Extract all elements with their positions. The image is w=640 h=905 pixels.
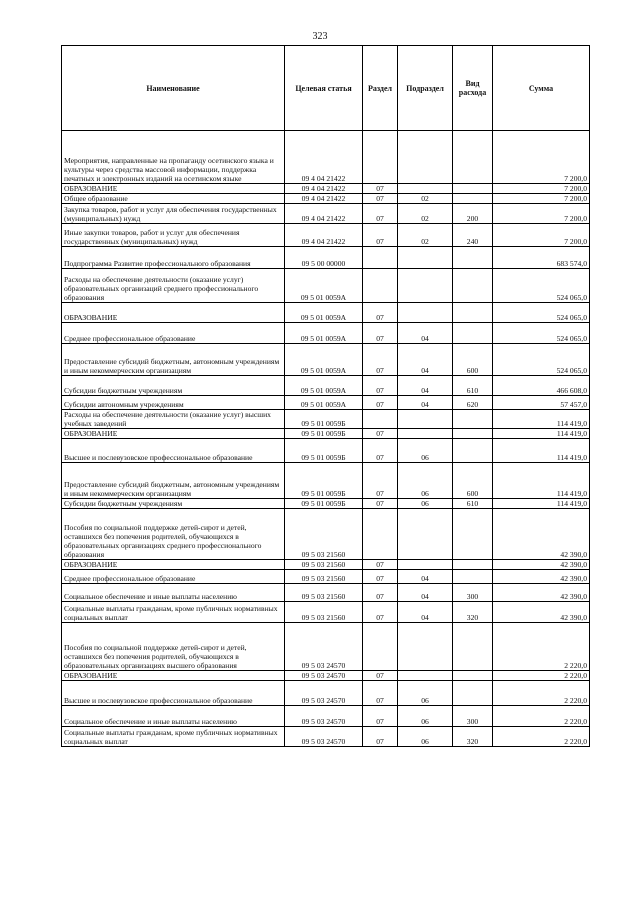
cell-name: Субсидии бюджетным учреждениям (62, 499, 285, 509)
cell-target: 09 4 04 21422 (285, 184, 363, 194)
table-row (62, 681, 590, 706)
cell-sum: 2 220,0 (493, 727, 590, 747)
cell-type: 300 (453, 706, 493, 727)
table-row (62, 509, 590, 560)
table-row (62, 560, 590, 570)
cell-subsection: 04 (398, 344, 453, 376)
table-row (62, 303, 590, 323)
cell-section (363, 410, 398, 429)
cell-sum: 114 419,0 (493, 499, 590, 509)
cell-target: 09 5 01 0059А (285, 303, 363, 323)
cell-section (363, 623, 398, 671)
table-row (62, 439, 590, 463)
cell-type: 610 (453, 499, 493, 509)
cell-sum: 114 419,0 (493, 439, 590, 463)
cell-type: 320 (453, 727, 493, 747)
cell-sum: 466 608,0 (493, 376, 590, 396)
cell-section: 07 (363, 323, 398, 344)
cell-section: 07 (363, 344, 398, 376)
table-row (62, 184, 590, 194)
cell-target: 09 5 01 0059Б (285, 439, 363, 463)
cell-section: 07 (363, 570, 398, 584)
cell-subsection: 02 (398, 204, 453, 224)
cell-name: Среднее профессиональное образование (62, 323, 285, 344)
table-row (62, 463, 590, 499)
cell-subsection (398, 184, 453, 194)
cell-type: 240 (453, 224, 493, 247)
cell-section: 07 (363, 499, 398, 509)
cell-type (453, 194, 493, 204)
cell-section (363, 247, 398, 269)
cell-type (453, 184, 493, 194)
cell-name: Социальное обеспечение и иные выплаты населению (62, 706, 285, 727)
table-header-row (62, 46, 590, 131)
table-row (62, 247, 590, 269)
cell-sum: 42 390,0 (493, 560, 590, 570)
cell-name: Общее образование (62, 194, 285, 204)
table-row (62, 584, 590, 602)
table-row (62, 224, 590, 247)
cell-target: 09 5 01 0059А (285, 344, 363, 376)
cell-type (453, 671, 493, 681)
header-section: Раздел (363, 46, 398, 131)
cell-section: 07 (363, 224, 398, 247)
cell-section: 07 (363, 584, 398, 602)
cell-section: 07 (363, 376, 398, 396)
cell-name: Подпрограмма Развитие профессионального образования (62, 247, 285, 269)
header-sum: Сумма (493, 46, 590, 131)
cell-target: 09 5 03 24570 (285, 681, 363, 706)
table-row (62, 323, 590, 344)
cell-type (453, 131, 493, 184)
cell-section: 07 (363, 463, 398, 499)
cell-type (453, 323, 493, 344)
cell-sum: 42 390,0 (493, 602, 590, 623)
table-row (62, 269, 590, 303)
table-row (62, 623, 590, 671)
cell-sum: 7 200,0 (493, 204, 590, 224)
cell-sum: 7 200,0 (493, 224, 590, 247)
cell-type (453, 509, 493, 560)
cell-target: 09 5 03 24570 (285, 706, 363, 727)
cell-type (453, 429, 493, 439)
cell-sum: 683 574,0 (493, 247, 590, 269)
cell-subsection: 06 (398, 681, 453, 706)
header-name: Наименование (62, 46, 285, 131)
cell-subsection (398, 247, 453, 269)
cell-subsection (398, 131, 453, 184)
cell-name: Субсидии автономным учреждениям (62, 396, 285, 410)
cell-type (453, 303, 493, 323)
cell-sum: 42 390,0 (493, 509, 590, 560)
cell-sum: 2 220,0 (493, 671, 590, 681)
cell-subsection: 06 (398, 727, 453, 747)
cell-sum: 57 457,0 (493, 396, 590, 410)
cell-sum: 524 065,0 (493, 323, 590, 344)
cell-type: 610 (453, 376, 493, 396)
cell-section (363, 509, 398, 560)
cell-sum: 42 390,0 (493, 584, 590, 602)
cell-name: Высшее и послевузовское профессиональное образование (62, 681, 285, 706)
cell-type: 600 (453, 344, 493, 376)
table-row (62, 396, 590, 410)
cell-section: 07 (363, 560, 398, 570)
cell-section: 07 (363, 396, 398, 410)
cell-name: Социальное обеспечение и иные выплаты населению (62, 584, 285, 602)
cell-sum: 524 065,0 (493, 344, 590, 376)
cell-sum: 114 419,0 (493, 463, 590, 499)
cell-sum: 42 390,0 (493, 570, 590, 584)
budget-table (61, 45, 590, 747)
cell-subsection: 04 (398, 396, 453, 410)
header-type: Вид расхода (453, 46, 493, 131)
cell-sum: 2 220,0 (493, 681, 590, 706)
cell-subsection (398, 410, 453, 429)
cell-target: 09 5 01 0059Б (285, 429, 363, 439)
cell-name: Расходы на обеспечение деятельности (оказание услуг) высших учебных заведений (62, 410, 285, 429)
cell-sum: 7 200,0 (493, 184, 590, 194)
cell-section: 07 (363, 602, 398, 623)
table-body (62, 131, 590, 747)
cell-subsection: 04 (398, 570, 453, 584)
cell-sum: 2 220,0 (493, 706, 590, 727)
cell-subsection: 06 (398, 706, 453, 727)
cell-subsection (398, 509, 453, 560)
cell-target: 09 5 01 0059Б (285, 463, 363, 499)
cell-subsection: 06 (398, 499, 453, 509)
cell-type: 600 (453, 463, 493, 499)
header-target: Целевая статья (285, 46, 363, 131)
cell-subsection: 06 (398, 439, 453, 463)
cell-section (363, 269, 398, 303)
cell-section: 07 (363, 681, 398, 706)
cell-target: 09 5 01 0059А (285, 376, 363, 396)
cell-target: 09 5 01 0059Б (285, 499, 363, 509)
table-row (62, 602, 590, 623)
table-row (62, 429, 590, 439)
cell-section: 07 (363, 439, 398, 463)
cell-sum: 524 065,0 (493, 303, 590, 323)
cell-target: 09 5 03 24570 (285, 671, 363, 681)
cell-section: 07 (363, 727, 398, 747)
cell-section: 07 (363, 671, 398, 681)
cell-target: 09 5 03 21560 (285, 560, 363, 570)
table-row (62, 376, 590, 396)
cell-section: 07 (363, 194, 398, 204)
cell-target: 09 5 03 24570 (285, 727, 363, 747)
cell-name: Иные закупки товаров, работ и услуг для обеспечения государственных (муниципальных) нужд (62, 224, 285, 247)
cell-target: 09 5 03 21560 (285, 602, 363, 623)
table-row (62, 570, 590, 584)
cell-target: 09 5 00 00000 (285, 247, 363, 269)
cell-subsection: 04 (398, 376, 453, 396)
cell-subsection: 06 (398, 463, 453, 499)
cell-section: 07 (363, 204, 398, 224)
table-row (62, 194, 590, 204)
table-row (62, 344, 590, 376)
cell-type: 200 (453, 204, 493, 224)
cell-type (453, 570, 493, 584)
cell-subsection (398, 269, 453, 303)
cell-sum: 524 065,0 (493, 269, 590, 303)
cell-target: 09 5 03 24570 (285, 623, 363, 671)
cell-sum: 7 200,0 (493, 131, 590, 184)
cell-name: ОБРАЗОВАНИЕ (62, 303, 285, 323)
cell-subsection: 04 (398, 602, 453, 623)
table-row (62, 671, 590, 681)
cell-subsection: 04 (398, 584, 453, 602)
cell-sum: 7 200,0 (493, 194, 590, 204)
cell-target: 09 4 04 21422 (285, 131, 363, 184)
cell-type (453, 623, 493, 671)
table-row (62, 204, 590, 224)
cell-name: Социальные выплаты гражданам, кроме публичных нормативных социальных выплат (62, 727, 285, 747)
cell-name: Закупка товаров, работ и услуг для обеспечения государственных (муниципальных) нужд (62, 204, 285, 224)
cell-type: 620 (453, 396, 493, 410)
cell-target: 09 5 03 21560 (285, 584, 363, 602)
cell-sum: 114 419,0 (493, 429, 590, 439)
cell-target: 09 4 04 21422 (285, 194, 363, 204)
cell-target: 09 5 01 0059А (285, 323, 363, 344)
cell-target: 09 5 01 0059А (285, 269, 363, 303)
cell-target: 09 5 03 21560 (285, 570, 363, 584)
cell-subsection (398, 429, 453, 439)
cell-name: Расходы на обеспечение деятельности (оказание услуг) образовательных организаций среднего профессионального образования (62, 269, 285, 303)
cell-sum: 114 419,0 (493, 410, 590, 429)
cell-section: 07 (363, 184, 398, 194)
cell-type (453, 439, 493, 463)
cell-type (453, 560, 493, 570)
cell-target: 09 4 04 21422 (285, 224, 363, 247)
cell-target: 09 5 03 21560 (285, 509, 363, 560)
cell-subsection (398, 623, 453, 671)
cell-name: Среднее профессиональное образование (62, 570, 285, 584)
table-row (62, 131, 590, 184)
cell-name: ОБРАЗОВАНИЕ (62, 429, 285, 439)
cell-type (453, 410, 493, 429)
page-number: 323 (312, 31, 328, 42)
cell-name: Предоставление субсидий бюджетным, автономным учреждениям и иным некоммерческим организациям (62, 463, 285, 499)
table-row (62, 727, 590, 747)
cell-subsection: 02 (398, 194, 453, 204)
cell-subsection (398, 303, 453, 323)
cell-name: Мероприятия, направленные на пропаганду осетинского языка и культуры через средства массовой информации, поддержка печатных и электронных изданий на осетинском языке (62, 131, 285, 184)
cell-name: Субсидии бюджетным учреждениям (62, 376, 285, 396)
cell-subsection: 02 (398, 224, 453, 247)
cell-name: Предоставление субсидий бюджетным, автономным учреждениям и иным некоммерческим организациям (62, 344, 285, 376)
cell-name: Социальные выплаты гражданам, кроме публичных нормативных социальных выплат (62, 602, 285, 623)
table-row (62, 410, 590, 429)
cell-section (363, 131, 398, 184)
cell-name: Пособия по социальной поддержке детей-сирот и детей, оставшихся без попечения родителей, обучающихся в образовательных организациях среднего профессионального образования (62, 509, 285, 560)
cell-type: 320 (453, 602, 493, 623)
cell-section: 07 (363, 429, 398, 439)
cell-section: 07 (363, 303, 398, 323)
cell-subsection: 04 (398, 323, 453, 344)
cell-name: Высшее и послевузовское профессиональное образование (62, 439, 285, 463)
cell-subsection (398, 560, 453, 570)
cell-target: 09 4 04 21422 (285, 204, 363, 224)
header-subsection: Подраздел (398, 46, 453, 131)
cell-name: ОБРАЗОВАНИЕ (62, 560, 285, 570)
cell-name: Пособия по социальной поддержке детей-сирот и детей, оставшихся без попечения родителей, обучающихся в образовательных организациях высшего образования (62, 623, 285, 671)
cell-type (453, 247, 493, 269)
cell-target: 09 5 01 0059А (285, 396, 363, 410)
table-row (62, 706, 590, 727)
cell-type (453, 681, 493, 706)
cell-type: 300 (453, 584, 493, 602)
cell-name: ОБРАЗОВАНИЕ (62, 671, 285, 681)
cell-subsection (398, 671, 453, 681)
cell-name: ОБРАЗОВАНИЕ (62, 184, 285, 194)
cell-type (453, 269, 493, 303)
cell-sum: 2 220,0 (493, 623, 590, 671)
cell-target: 09 5 01 0059Б (285, 410, 363, 429)
table-row (62, 499, 590, 509)
cell-section: 07 (363, 706, 398, 727)
